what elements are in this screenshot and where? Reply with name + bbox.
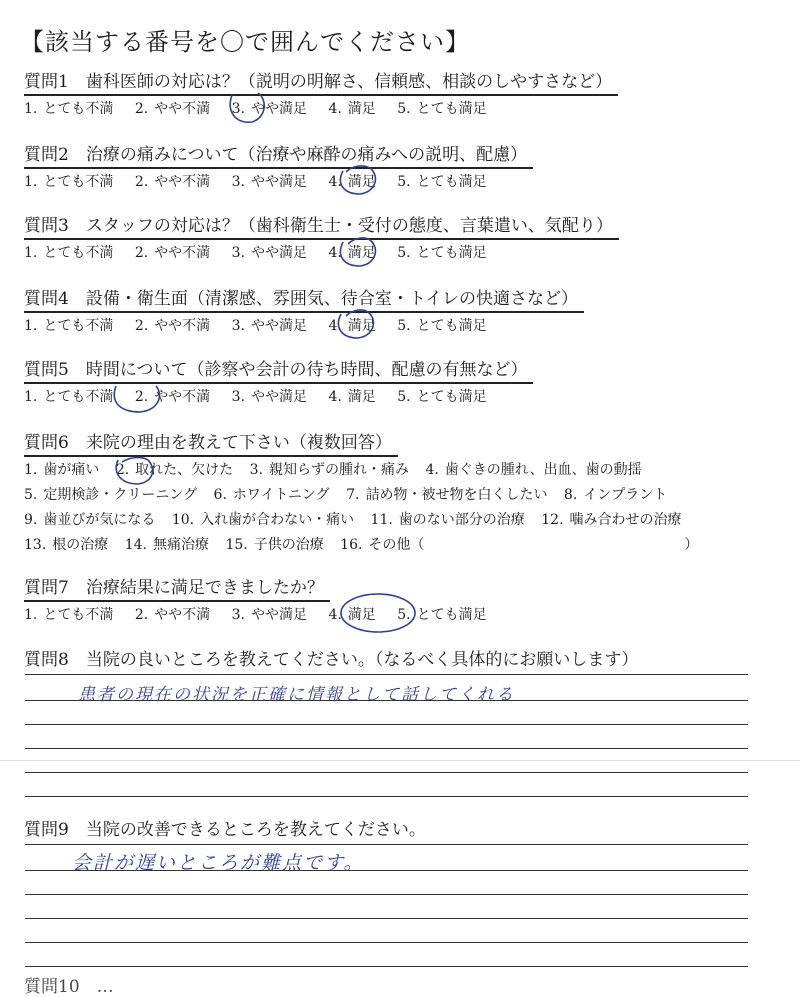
option-2[interactable]: 2. やや不満 xyxy=(134,101,211,117)
option-5[interactable]: 5. とても満足 xyxy=(397,389,487,405)
question-6 xyxy=(24,431,710,557)
option-1[interactable]: 1. とても不満 xyxy=(24,389,114,405)
question-7-options xyxy=(24,603,504,627)
option-3[interactable]: 3. やや満足 xyxy=(231,607,307,623)
question-1-options xyxy=(24,97,618,121)
option-4[interactable]: 4. 満足 xyxy=(328,389,376,405)
option-5[interactable]: 5. とても満足 xyxy=(397,245,487,261)
next-question-cutoff: 質問10 … xyxy=(24,977,114,997)
answer-line xyxy=(25,700,748,701)
question-9-handwritten-answer: 会計が遅いところが難点です。 xyxy=(72,852,365,874)
option-3[interactable]: 3. やや満足 xyxy=(231,245,307,261)
question-6-row-3 xyxy=(24,508,710,532)
option-1[interactable]: 1. とても不満 xyxy=(24,607,114,623)
question-3-options xyxy=(24,241,619,265)
option-3[interactable]: 3. 親知らずの腫れ・痛み xyxy=(249,462,409,478)
option-16-other[interactable]: 16. その他（ ） xyxy=(340,537,699,553)
option-5[interactable]: 5. とても満足 xyxy=(397,318,487,334)
question-4-options xyxy=(24,314,584,338)
answer-line xyxy=(25,894,748,895)
question-8 xyxy=(24,648,638,672)
question-1 xyxy=(24,70,618,121)
option-15[interactable]: 15. 子供の治療 xyxy=(225,537,324,553)
option-3[interactable]: 3. やや満足 xyxy=(231,318,307,334)
question-7-title: 質問7 治療結果に満足できましたか？ xyxy=(24,576,330,602)
option-3[interactable]: 3. やや満足 xyxy=(231,101,307,117)
answer-line xyxy=(25,724,748,725)
answer-line xyxy=(25,966,748,967)
answer-line xyxy=(25,748,748,749)
option-2[interactable]: 2. 取れた、欠けた xyxy=(115,462,234,478)
question-7 xyxy=(24,576,504,627)
option-1[interactable]: 1. とても不満 xyxy=(24,318,114,334)
option-10[interactable]: 10. 入れ歯が合わない・痛い xyxy=(171,512,355,528)
option-5[interactable]: 5. とても満足 xyxy=(397,174,487,190)
option-5[interactable]: 5. とても満足 xyxy=(397,607,487,623)
option-5[interactable]: 5. 定期検診・クリーニング xyxy=(24,487,198,503)
option-14[interactable]: 14. 無痛治療 xyxy=(124,537,209,553)
option-2[interactable]: 2. やや不満 xyxy=(134,245,211,261)
option-1[interactable]: 1. 歯が痛い xyxy=(24,462,100,478)
option-12[interactable]: 12. 噛み合わせの治療 xyxy=(541,512,682,528)
option-9[interactable]: 9. 歯並びが気になる xyxy=(24,512,156,528)
question-4 xyxy=(24,287,584,338)
option-3[interactable]: 3. やや満足 xyxy=(231,389,307,405)
answer-line xyxy=(25,772,748,773)
scan-fold-line xyxy=(0,760,800,761)
question-9 xyxy=(24,818,426,842)
option-4[interactable]: 4. 満足 xyxy=(328,318,376,334)
answer-line xyxy=(25,918,748,919)
question-1-title: 質問1 歯科医師の対応は？（説明の明解さ、信頼感、相談のしやすさなど） xyxy=(24,70,618,96)
question-9-title: 質問9 当院の改善できるところを教えてください。 xyxy=(24,820,426,840)
option-2[interactable]: 2. やや不満 xyxy=(134,174,211,190)
form-instruction-header: 【該当する番号を〇で囲んでください】 xyxy=(20,28,470,56)
option-13[interactable]: 13. 根の治療 xyxy=(24,537,109,553)
option-3[interactable]: 3. やや満足 xyxy=(231,174,307,190)
question-8-handwritten-answer: 患者の現在の状況を正確に情報として話してくれる xyxy=(78,685,515,705)
option-5[interactable]: 5. とても満足 xyxy=(397,101,487,117)
option-6[interactable]: 6. ホワイトニング xyxy=(213,487,330,503)
question-5-title: 質問5 時間について（診察や会計の待ち時間、配慮の有無など） xyxy=(24,358,533,384)
question-3 xyxy=(24,214,619,265)
question-2-options xyxy=(24,170,533,194)
option-4[interactable]: 4. 満足 xyxy=(328,101,376,117)
question-2 xyxy=(24,143,533,194)
question-6-row-2 xyxy=(24,483,710,507)
question-6-row-1 xyxy=(24,458,710,482)
question-3-title: 質問3 スタッフの対応は？（歯科衛生士・受付の態度、言葉遣い、気配り） xyxy=(24,214,619,240)
question-2-title: 質問2 治療の痛みについて（治療や麻酔の痛みへの説明、配慮） xyxy=(24,143,533,169)
question-5-options xyxy=(24,385,533,409)
option-4[interactable]: 4. 満足 xyxy=(328,174,376,190)
option-8[interactable]: 8. インプラント xyxy=(563,487,668,503)
option-2[interactable]: 2. やや不満 xyxy=(134,389,211,405)
option-4[interactable]: 4. 歯ぐきの腫れ、出血、歯の動揺 xyxy=(425,462,642,478)
question-6-title: 質問6 来院の理由を教えて下さい（複数回答） xyxy=(24,431,398,457)
option-1[interactable]: 1. とても不満 xyxy=(24,101,114,117)
question-8-title: 質問8 当院の良いところを教えてください。（なるべく具体的にお願いします） xyxy=(24,650,639,670)
question-6-row-4 xyxy=(24,533,710,557)
option-4[interactable]: 4. 満足 xyxy=(328,607,376,623)
answer-line xyxy=(25,870,748,871)
option-11[interactable]: 11. 歯のない部分の治療 xyxy=(370,512,525,528)
question-5 xyxy=(24,358,533,409)
answer-line xyxy=(25,674,748,675)
option-1[interactable]: 1. とても不満 xyxy=(24,174,114,190)
option-4[interactable]: 4. 満足 xyxy=(328,245,376,261)
question-4-title: 質問4 設備・衛生面（清潔感、雰囲気、待合室・トイレの快適さなど） xyxy=(24,287,584,313)
answer-line xyxy=(25,942,748,943)
answer-line xyxy=(25,844,748,845)
option-7[interactable]: 7. 詰め物・被せ物を白くしたい xyxy=(346,487,548,503)
option-2[interactable]: 2. やや不満 xyxy=(134,607,211,623)
answer-line xyxy=(25,796,748,797)
option-1[interactable]: 1. とても不満 xyxy=(24,245,114,261)
option-2[interactable]: 2. やや不満 xyxy=(134,318,211,334)
